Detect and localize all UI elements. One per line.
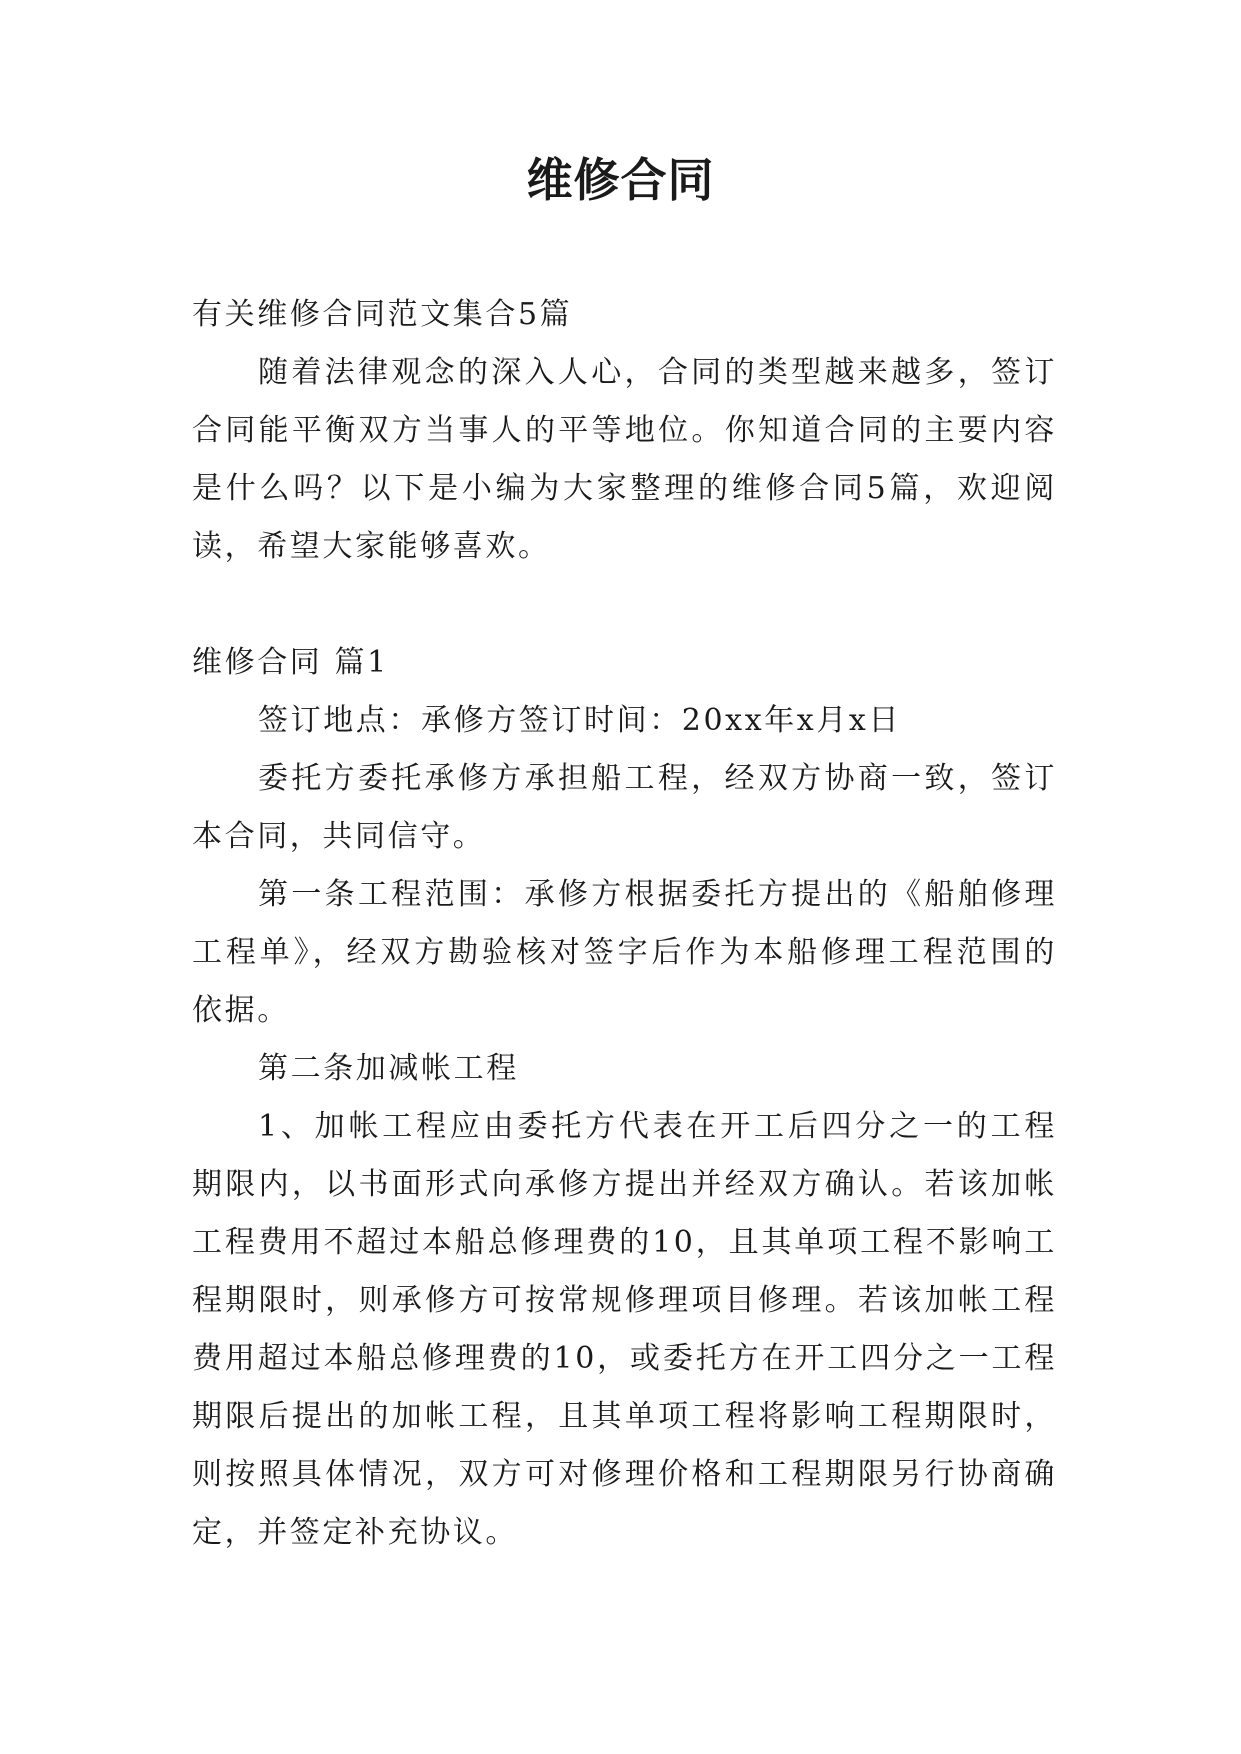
commission-paragraph: 委托方委托承修方承担船工程，经双方协商一致，签订本合同，共同信守。 <box>192 761 1057 854</box>
signing-info-paragraph: 签订地点：承修方签订时间：20xx年x月x日 <box>258 703 902 738</box>
section-spacer <box>192 576 1057 634</box>
section-heading: 维修合同 篇1 <box>192 645 389 680</box>
document-body <box>192 286 1057 1562</box>
article-two-heading: 第二条加减帐工程 <box>258 1051 519 1086</box>
document-title: 维修合同 <box>526 153 715 207</box>
additional-work-paragraph: 1、加帐工程应由委托方代表在开工后四分之一的工程期限内，以书面形式向承修方提出并经双方确认。若该加帐工程费用不超过本船总修理费的10，且其单项工程不影响工程期限时，则承修方可按常规修理项目修理。若该加帐工程费用超过本船总修理费的10，或委托方在开工四分之一工程期限后提出的加帐工程，且其单项工程将影响工程期限时，则按照具体情况，双方可对修理价格和工程期限另行协商确定，并签定补充协议。 <box>192 1109 1057 1550</box>
document-subtitle: 有关维修合同范文集合5篇 <box>192 297 573 332</box>
article-one-paragraph: 第一条工程范围：承修方根据委托方提出的《船舶修理工程单》，经双方勘验核对签字后作为本船修理工程范围的依据。 <box>192 877 1057 1028</box>
intro-paragraph: 随着法律观念的深入人心，合同的类型越来越多，签订合同能平衡双方当事人的平等地位。你知道合同的主要内容是什么吗？以下是小编为大家整理的维修合同5篇，欢迎阅读，希望大家能够喜欢。 <box>192 355 1057 564</box>
